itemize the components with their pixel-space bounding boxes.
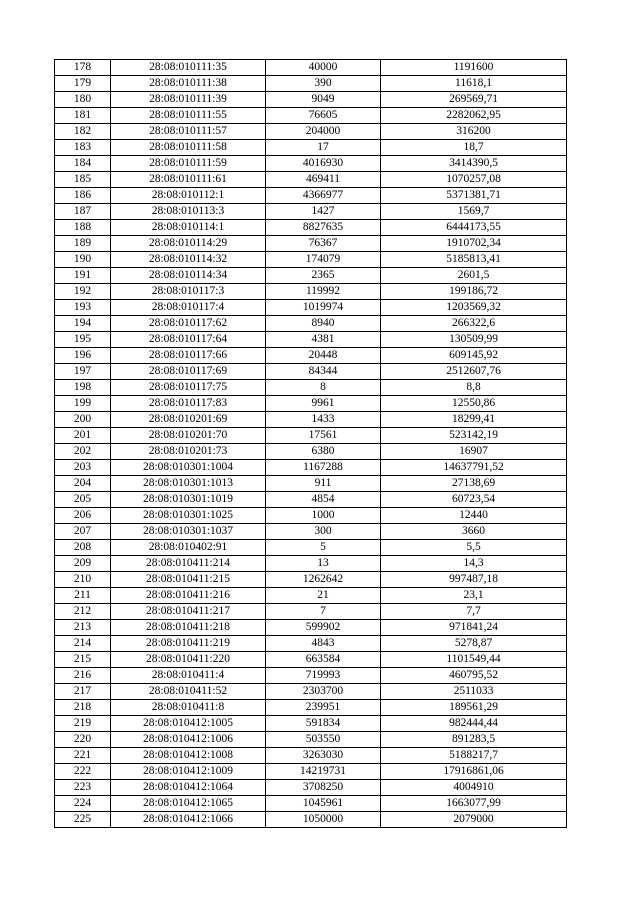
area-cell: 2303700 (266, 684, 381, 700)
area-cell: 84344 (266, 364, 381, 380)
cadastral-number-cell: 28:08:010411:217 (111, 604, 266, 620)
row-number-cell: 192 (55, 284, 111, 300)
cadastral-number-cell: 28:08:010411:8 (111, 700, 266, 716)
area-cell: 3263030 (266, 748, 381, 764)
row-number-cell: 213 (55, 620, 111, 636)
row-number-cell: 198 (55, 380, 111, 396)
value-cell: 14,3 (381, 556, 567, 572)
area-cell: 14219731 (266, 764, 381, 780)
area-cell: 1262642 (266, 572, 381, 588)
value-cell: 1663077,99 (381, 796, 567, 812)
table-row (55, 380, 567, 396)
table-row (55, 780, 567, 796)
cadastral-number-cell: 28:08:010412:1005 (111, 716, 266, 732)
area-cell: 20448 (266, 348, 381, 364)
value-cell: 130509,99 (381, 332, 567, 348)
cadastral-number-cell: 28:08:010412:1008 (111, 748, 266, 764)
row-number-cell: 212 (55, 604, 111, 620)
value-cell: 1910702,34 (381, 236, 567, 252)
area-cell: 174079 (266, 252, 381, 268)
cadastral-number-cell: 28:08:010117:3 (111, 284, 266, 300)
row-number-cell: 211 (55, 588, 111, 604)
area-cell: 17561 (266, 428, 381, 444)
table-row (55, 364, 567, 380)
row-number-cell: 193 (55, 300, 111, 316)
value-cell: 3414390,5 (381, 156, 567, 172)
value-cell: 12550,86 (381, 396, 567, 412)
area-cell: 239951 (266, 700, 381, 716)
table-row (55, 396, 567, 412)
table-row (55, 348, 567, 364)
value-cell: 1569,7 (381, 204, 567, 220)
area-cell: 4381 (266, 332, 381, 348)
cadastral-number-cell: 28:08:010117:69 (111, 364, 266, 380)
row-number-cell: 182 (55, 124, 111, 140)
row-number-cell: 180 (55, 92, 111, 108)
row-number-cell: 220 (55, 732, 111, 748)
cadastral-number-cell: 28:08:010111:58 (111, 140, 266, 156)
row-number-cell: 184 (55, 156, 111, 172)
area-cell: 8827635 (266, 220, 381, 236)
table-row (55, 188, 567, 204)
value-cell: 23,1 (381, 588, 567, 604)
area-cell: 5 (266, 540, 381, 556)
row-number-cell: 210 (55, 572, 111, 588)
value-cell: 269569,71 (381, 92, 567, 108)
value-cell: 11618,1 (381, 76, 567, 92)
row-number-cell: 203 (55, 460, 111, 476)
table-row (55, 444, 567, 460)
area-cell: 1045961 (266, 796, 381, 812)
row-number-cell: 216 (55, 668, 111, 684)
value-cell: 5188217,7 (381, 748, 567, 764)
value-cell: 5371381,71 (381, 188, 567, 204)
table-row (55, 764, 567, 780)
area-cell: 9961 (266, 396, 381, 412)
row-number-cell: 181 (55, 108, 111, 124)
value-cell: 316200 (381, 124, 567, 140)
cadastral-number-cell: 28:08:010411:218 (111, 620, 266, 636)
row-number-cell: 194 (55, 316, 111, 332)
table-row (55, 156, 567, 172)
row-number-cell: 202 (55, 444, 111, 460)
table-row (55, 540, 567, 556)
value-cell: 6444173,55 (381, 220, 567, 236)
table-row (55, 492, 567, 508)
area-cell: 76605 (266, 108, 381, 124)
cadastral-number-cell: 28:08:010117:62 (111, 316, 266, 332)
row-number-cell: 187 (55, 204, 111, 220)
row-number-cell: 186 (55, 188, 111, 204)
row-number-cell: 221 (55, 748, 111, 764)
value-cell: 982444,44 (381, 716, 567, 732)
row-number-cell: 215 (55, 652, 111, 668)
value-cell: 27138,69 (381, 476, 567, 492)
table-row (55, 524, 567, 540)
table-row (55, 668, 567, 684)
value-cell: 2079000 (381, 812, 567, 828)
area-cell: 1019974 (266, 300, 381, 316)
area-cell: 599902 (266, 620, 381, 636)
value-cell: 997487,18 (381, 572, 567, 588)
cadastral-number-cell: 28:08:010301:1019 (111, 492, 266, 508)
cadastral-number-cell: 28:08:010117:83 (111, 396, 266, 412)
table-row (55, 60, 567, 76)
table-row (55, 412, 567, 428)
value-cell: 891283,5 (381, 732, 567, 748)
area-cell: 1427 (266, 204, 381, 220)
area-cell: 469411 (266, 172, 381, 188)
value-cell: 609145,92 (381, 348, 567, 364)
cadastral-number-cell: 28:08:010117:4 (111, 300, 266, 316)
value-cell: 12440 (381, 508, 567, 524)
row-number-cell: 190 (55, 252, 111, 268)
table-row (55, 108, 567, 124)
row-number-cell: 225 (55, 812, 111, 828)
table-body (55, 60, 567, 828)
table-row (55, 604, 567, 620)
cadastral-number-cell: 28:08:010114:29 (111, 236, 266, 252)
cadastral-number-cell: 28:08:010111:57 (111, 124, 266, 140)
value-cell: 1191600 (381, 60, 567, 76)
area-cell: 13 (266, 556, 381, 572)
table-row (55, 220, 567, 236)
cadastral-number-cell: 28:08:010201:73 (111, 444, 266, 460)
row-number-cell: 179 (55, 76, 111, 92)
cadastral-number-cell: 28:08:010301:1037 (111, 524, 266, 540)
area-cell: 2365 (266, 268, 381, 284)
cadastral-number-cell: 28:08:010111:61 (111, 172, 266, 188)
cadastral-number-cell: 28:08:010412:1065 (111, 796, 266, 812)
area-cell: 4016930 (266, 156, 381, 172)
area-cell: 204000 (266, 124, 381, 140)
table-row (55, 748, 567, 764)
table-row (55, 732, 567, 748)
cadastral-number-cell: 28:08:010117:64 (111, 332, 266, 348)
value-cell: 2512607,76 (381, 364, 567, 380)
area-cell: 17 (266, 140, 381, 156)
row-number-cell: 219 (55, 716, 111, 732)
table-row (55, 700, 567, 716)
table-row (55, 556, 567, 572)
table-row (55, 140, 567, 156)
table-row (55, 636, 567, 652)
area-cell: 300 (266, 524, 381, 540)
cadastral-number-cell: 28:08:010301:1013 (111, 476, 266, 492)
row-number-cell: 209 (55, 556, 111, 572)
value-cell: 16907 (381, 444, 567, 460)
table-row (55, 428, 567, 444)
value-cell: 2601,5 (381, 268, 567, 284)
cadastral-number-cell: 28:08:010201:69 (111, 412, 266, 428)
area-cell: 503550 (266, 732, 381, 748)
value-cell: 18299,41 (381, 412, 567, 428)
table-row (55, 476, 567, 492)
value-cell: 189561,29 (381, 700, 567, 716)
area-cell: 719993 (266, 668, 381, 684)
table-row (55, 124, 567, 140)
area-cell: 8940 (266, 316, 381, 332)
cadastral-number-cell: 28:08:010114:1 (111, 220, 266, 236)
table-row (55, 92, 567, 108)
value-cell: 2511033 (381, 684, 567, 700)
row-number-cell: 197 (55, 364, 111, 380)
value-cell: 266322,6 (381, 316, 567, 332)
row-number-cell: 178 (55, 60, 111, 76)
table-row (55, 588, 567, 604)
row-number-cell: 189 (55, 236, 111, 252)
table-row (55, 812, 567, 828)
table-row (55, 76, 567, 92)
area-cell: 1167288 (266, 460, 381, 476)
row-number-cell: 204 (55, 476, 111, 492)
table-row (55, 572, 567, 588)
cadastral-number-cell: 28:08:010411:216 (111, 588, 266, 604)
value-cell: 1101549,44 (381, 652, 567, 668)
table-row (55, 652, 567, 668)
row-number-cell: 208 (55, 540, 111, 556)
value-cell: 971841,24 (381, 620, 567, 636)
cadastral-number-cell: 28:08:010301:1004 (111, 460, 266, 476)
cadastral-number-cell: 28:08:010411:214 (111, 556, 266, 572)
cadastral-number-cell: 28:08:010412:1006 (111, 732, 266, 748)
row-number-cell: 205 (55, 492, 111, 508)
area-cell: 21 (266, 588, 381, 604)
value-cell: 18,7 (381, 140, 567, 156)
row-number-cell: 191 (55, 268, 111, 284)
cadastral-number-cell: 28:08:010112:1 (111, 188, 266, 204)
value-cell: 3660 (381, 524, 567, 540)
area-cell: 4843 (266, 636, 381, 652)
cadastral-number-cell: 28:08:010411:52 (111, 684, 266, 700)
value-cell: 4004910 (381, 780, 567, 796)
row-number-cell: 222 (55, 764, 111, 780)
cadastral-number-cell: 28:08:010117:75 (111, 380, 266, 396)
table-row (55, 332, 567, 348)
row-number-cell: 207 (55, 524, 111, 540)
cadastral-number-cell: 28:08:010411:220 (111, 652, 266, 668)
row-number-cell: 206 (55, 508, 111, 524)
cadastral-number-cell: 28:08:010114:32 (111, 252, 266, 268)
area-cell: 76367 (266, 236, 381, 252)
table-row (55, 508, 567, 524)
row-number-cell: 214 (55, 636, 111, 652)
row-number-cell: 217 (55, 684, 111, 700)
cadastral-number-cell: 28:08:010201:70 (111, 428, 266, 444)
row-number-cell: 196 (55, 348, 111, 364)
cadastral-number-cell: 28:08:010411:215 (111, 572, 266, 588)
table-row (55, 300, 567, 316)
area-cell: 663584 (266, 652, 381, 668)
area-cell: 4854 (266, 492, 381, 508)
value-cell: 8,8 (381, 380, 567, 396)
row-number-cell: 224 (55, 796, 111, 812)
area-cell: 591834 (266, 716, 381, 732)
area-cell: 1000 (266, 508, 381, 524)
value-cell: 460795,52 (381, 668, 567, 684)
cadastral-number-cell: 28:08:010412:1066 (111, 812, 266, 828)
table-row (55, 268, 567, 284)
area-cell: 3708250 (266, 780, 381, 796)
area-cell: 390 (266, 76, 381, 92)
area-cell: 9049 (266, 92, 381, 108)
value-cell: 60723,54 (381, 492, 567, 508)
cadastral-number-cell: 28:08:010113:3 (111, 204, 266, 220)
cadastral-number-cell: 28:08:010111:35 (111, 60, 266, 76)
value-cell: 523142,19 (381, 428, 567, 444)
area-cell: 1433 (266, 412, 381, 428)
table-row (55, 204, 567, 220)
table-row (55, 684, 567, 700)
row-number-cell: 185 (55, 172, 111, 188)
table-row (55, 284, 567, 300)
table-row (55, 620, 567, 636)
cadastral-number-cell: 28:08:010402:91 (111, 540, 266, 556)
row-number-cell: 201 (55, 428, 111, 444)
area-cell: 40000 (266, 60, 381, 76)
row-number-cell: 218 (55, 700, 111, 716)
value-cell: 5278,87 (381, 636, 567, 652)
table-row (55, 252, 567, 268)
cadastral-number-cell: 28:08:010111:38 (111, 76, 266, 92)
value-cell: 2282062,95 (381, 108, 567, 124)
area-cell: 7 (266, 604, 381, 620)
row-number-cell: 200 (55, 412, 111, 428)
area-cell: 6380 (266, 444, 381, 460)
cadastral-number-cell: 28:08:010117:66 (111, 348, 266, 364)
row-number-cell: 199 (55, 396, 111, 412)
value-cell: 7,7 (381, 604, 567, 620)
area-cell: 1050000 (266, 812, 381, 828)
cadastral-number-cell: 28:08:010111:55 (111, 108, 266, 124)
value-cell: 5185813,41 (381, 252, 567, 268)
row-number-cell: 188 (55, 220, 111, 236)
cadastral-number-cell: 28:08:010411:219 (111, 636, 266, 652)
table-row (55, 316, 567, 332)
area-cell: 119992 (266, 284, 381, 300)
table-row (55, 460, 567, 476)
cadastral-number-cell: 28:08:010111:39 (111, 92, 266, 108)
cadastral-number-cell: 28:08:010412:1009 (111, 764, 266, 780)
value-cell: 17916861,06 (381, 764, 567, 780)
value-cell: 1203569,32 (381, 300, 567, 316)
value-cell: 1070257,08 (381, 172, 567, 188)
row-number-cell: 195 (55, 332, 111, 348)
cadastral-number-cell: 28:08:010114:34 (111, 268, 266, 284)
value-cell: 5,5 (381, 540, 567, 556)
table-row (55, 796, 567, 812)
table-row (55, 236, 567, 252)
row-number-cell: 183 (55, 140, 111, 156)
cadastral-number-cell: 28:08:010301:1025 (111, 508, 266, 524)
data-table (54, 59, 567, 828)
cadastral-number-cell: 28:08:010412:1064 (111, 780, 266, 796)
row-number-cell: 223 (55, 780, 111, 796)
table-row (55, 716, 567, 732)
area-cell: 911 (266, 476, 381, 492)
value-cell: 14637791,52 (381, 460, 567, 476)
area-cell: 8 (266, 380, 381, 396)
cadastral-number-cell: 28:08:010411:4 (111, 668, 266, 684)
value-cell: 199186,72 (381, 284, 567, 300)
area-cell: 4366977 (266, 188, 381, 204)
cadastral-number-cell: 28:08:010111:59 (111, 156, 266, 172)
table-row (55, 172, 567, 188)
